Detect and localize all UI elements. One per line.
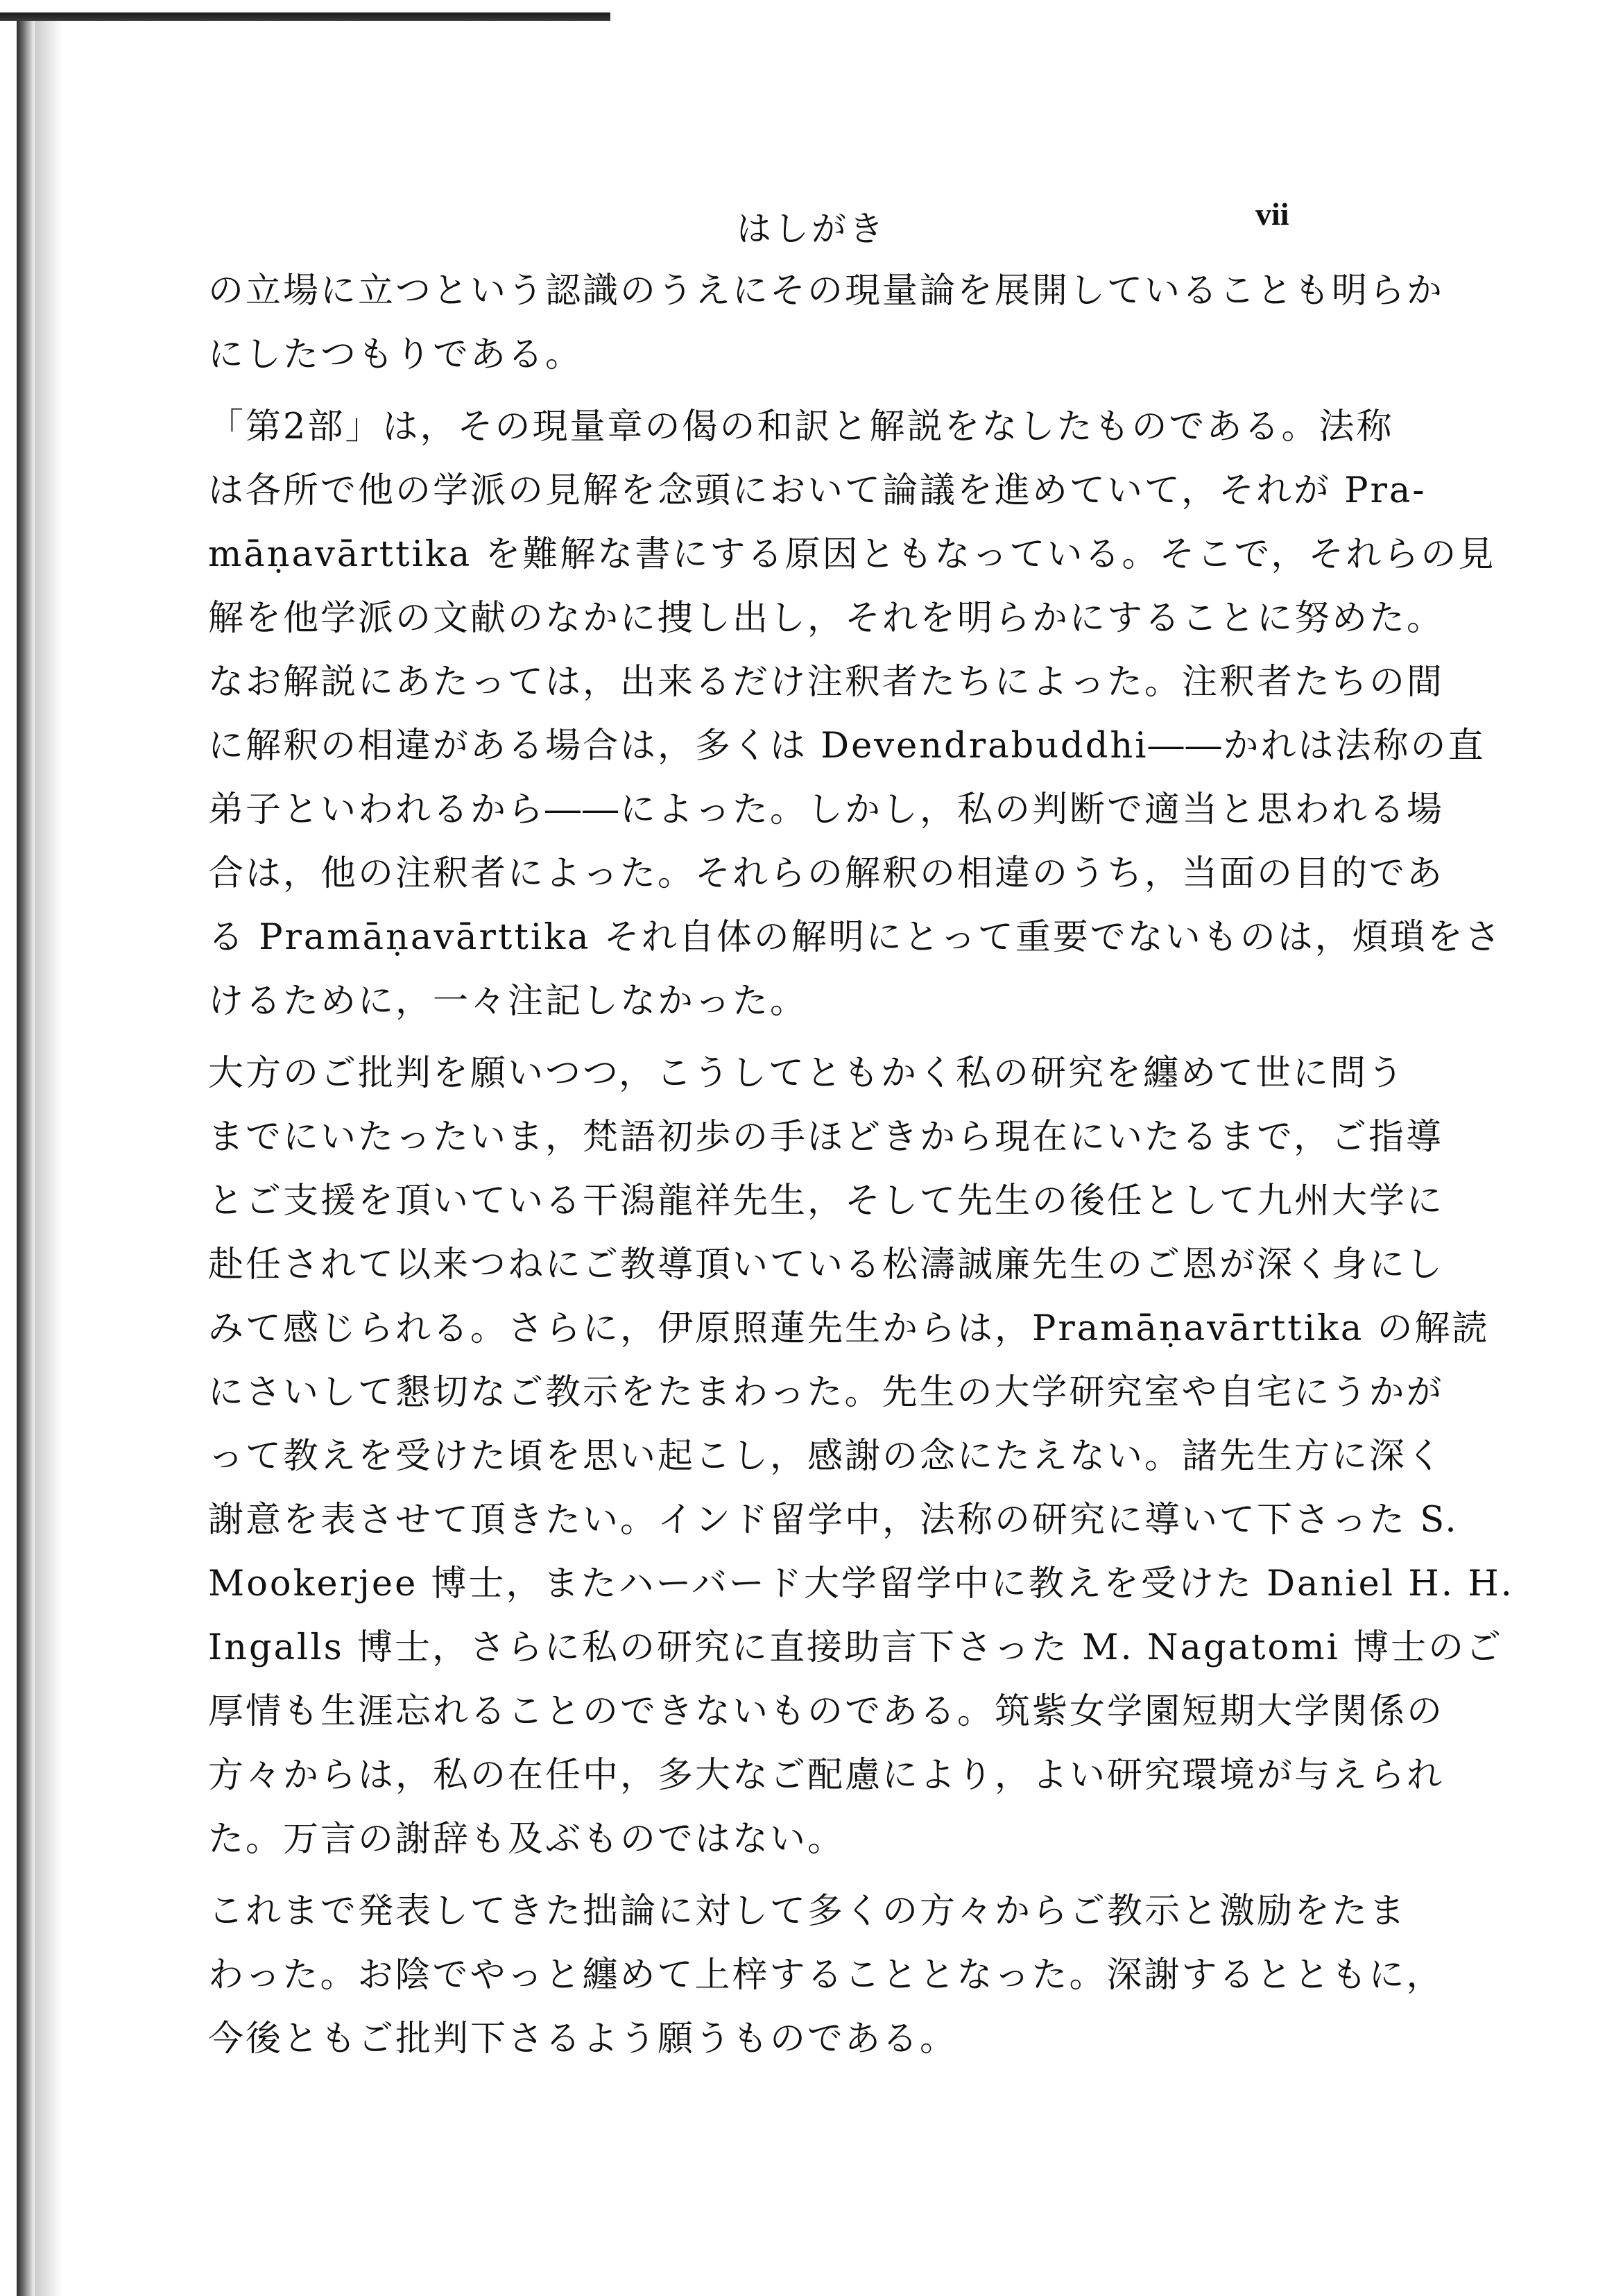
text-line: māṇavārttika を難解な書にする原因ともなっている。そこで，それらの見: [208, 534, 1496, 575]
text-line: これまで発表してきた拙論に対して多くの方々からご教示と激励をたま: [208, 1891, 1407, 1932]
text-line: 赴任されて以来つねにご教導頂いている松濤誠廉先生のご恩が深く身にし: [208, 1244, 1445, 1285]
text-line: わった。お陰でやっと纏めて上梓することとなった。深謝するとともに，: [208, 1955, 1444, 1996]
text-line: 合は，他の注釈者によった。それらの解釈の相違のうち，当面の目的であ: [208, 853, 1445, 894]
text-line: とご支援を頂いている干潟龍祥先生，そして先生の後任として九州大学に: [208, 1181, 1445, 1222]
text-line: 今後ともご批判下さるよう願うものである。: [208, 2019, 958, 2059]
text-line: の立場に立つという認識のうえにその現量論を展開していることも明らか: [208, 271, 1445, 311]
text-line: 大方のご批判を願いつつ，こうしてともかく私の研究を纏めて世に問う: [208, 1053, 1405, 1094]
paragraph: [208, 1880, 1444, 2071]
text-line: は各所で他の学派の見解を念頭において論議を進めていて，それが Pra-: [208, 470, 1427, 511]
paragraph: [208, 395, 1502, 1034]
text-line: って教えを受けた頃を思い起こし，感謝の念にたえない。諸先生方に深く: [208, 1436, 1445, 1477]
text-line: なお解説にあたっては，出来るだけ注釈者たちによった。注釈者たちの間: [208, 662, 1445, 703]
text-line: にさいして懇切なご教示をたまわった。先生の大学研究室や自宅にうかが: [208, 1372, 1444, 1413]
text-line: 弟子といわれるから――によった。しかし，私の判断で適当と思われる場: [208, 789, 1445, 830]
paragraph: [208, 259, 1445, 387]
text-line: けるために，一々注記しなかった。: [208, 981, 808, 1022]
text-line: までにいたったいま，梵語初歩の手ほどきから現在にいたるまで，ご指導: [208, 1117, 1443, 1158]
scan-border-left: [17, 21, 35, 2296]
paragraph: [208, 1042, 1514, 1871]
running-title: はしがき: [737, 209, 886, 249]
text-line: 謝意を表させて頂きたい。インド留学中，法称の研究に導いて下さった S.: [208, 1500, 1459, 1541]
text-line: に解釈の相違がある場合は，多くは Devendrabuddhi――かれは法称の直: [208, 726, 1486, 766]
text-line: 方々からは，私の在任中，多大なご配慮により，よい研究環境が与えられ: [208, 1755, 1445, 1796]
text-line: る Pramāṇavārttika それ自体の解明にとって重要でないものは，煩瑣をさ: [208, 917, 1502, 958]
text-line: みて感じられる。さらに，伊原照蓮先生からは，Pramāṇavārttika の解読: [208, 1308, 1490, 1349]
body-text: [208, 259, 1514, 2071]
text-line: 厚情も生涯忘れることのできないものである。筑紫女学園短期大学関係の: [208, 1691, 1445, 1732]
scan-border-top: [0, 12, 610, 21]
text-line: 解を他学派の文献のなかに捜し出し，それを明らかにすることに努めた。: [208, 598, 1445, 639]
text-line: Ingalls 博士，さらに私の研究に直接助言下さった M. Nagatomi 博士のご: [208, 1627, 1504, 1668]
text-line: にしたつもりである。: [208, 334, 583, 375]
page-number: vii: [1255, 196, 1289, 232]
scan-shadow-left: [35, 21, 62, 2296]
text-line: Mookerjee 博士，またハーバード大学留学中に教えを受けた Daniel H. H.: [208, 1563, 1514, 1604]
text-line: 「第2部」は，その現量章の偈の和訳と解説をなしたものである。法称: [208, 406, 1394, 447]
text-line: た。万言の謝辞も及ぶものではない。: [208, 1819, 845, 1860]
